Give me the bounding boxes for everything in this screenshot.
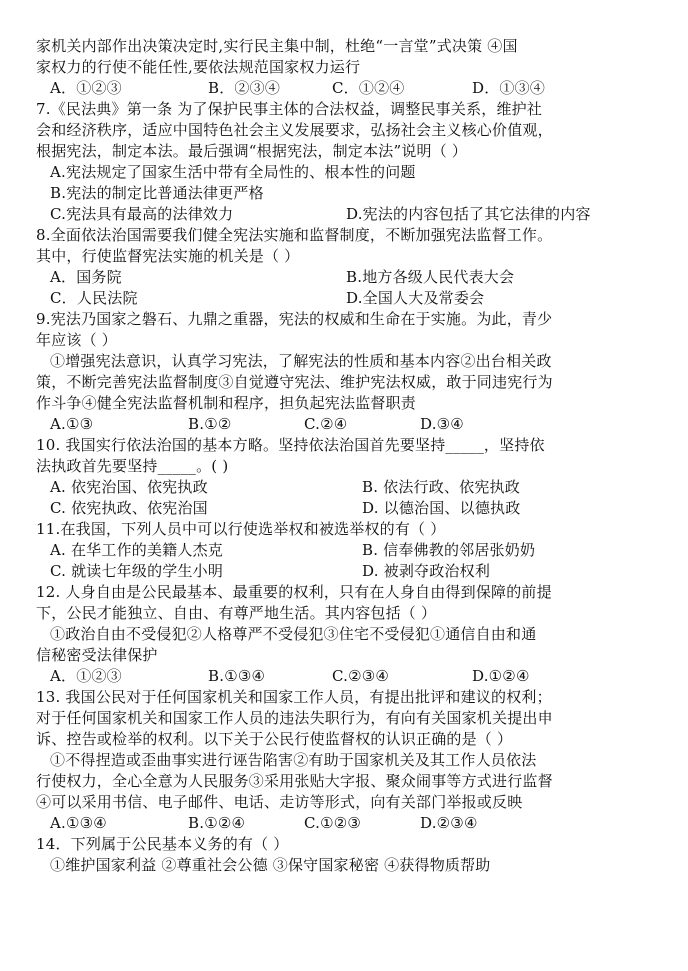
text-line: 下，公民才能独立、自由、有尊严地生活。其内容包括（ ） (36, 604, 437, 622)
question-stem: 7.《民法典》第一条 为了保护民事主体的合法权益，调整民事关系，维护社 (36, 100, 543, 118)
option-d: D. 以德治国、以德执政 (362, 499, 521, 517)
option-c: C. 就读七年级的学生小明 (50, 562, 224, 580)
statement-line: ①不得捏造或歪曲事实进行诬告陷害②有助于国家机关及其工作人员依法 (50, 751, 537, 769)
text-line: 年应该（ ） (36, 331, 117, 349)
option-d: D.宪法的内容包括了其它法律的内容 (346, 205, 591, 223)
option-d: D．①③④ (472, 79, 546, 97)
option-d: D. 被剥夺政治权利 (362, 562, 491, 580)
text-line: 其中，行使监督宪法实施的机关是（ ） (36, 247, 300, 265)
options-row (36, 561, 660, 582)
text-line: 会和经济秩序，适应中国特色社会主义发展要求，弘扬社会主义核心价值观， (36, 121, 553, 139)
option-b: B. 依法行政、依宪执政 (362, 478, 520, 496)
statement-line: ①政治自由不受侵犯②人格尊严不受侵犯③住宅不受侵犯①通信自由和通 (50, 625, 537, 643)
question-stem: 13. 我国公民对于任何国家机关和国家工作人员，有提出批评和建议的权利； (36, 688, 552, 706)
option-b: B.宪法的制定比普通法律更严格 (50, 184, 264, 202)
text-line: 家权力的行使不能任性,要依法规范国家权力运行 (36, 58, 361, 76)
option-d: D.②③④ (420, 814, 478, 832)
options-row (36, 204, 660, 225)
statement-line: 作斗争④健全宪法监督机制和程序，担负起宪法监督职责 (36, 394, 417, 412)
text-line: 家机关内部作出决策决定时,实行民主集中制，杜绝“一言堂”式决策 ④国 (36, 37, 518, 55)
statement-line: ④可以采用书信、电子邮件、电话、走访等形式，向有关部门举报或反映 (36, 793, 523, 811)
options-row (36, 477, 660, 498)
option-b: B.地方各级人民代表大会 (346, 268, 515, 286)
option-c: C.②③④ (332, 667, 390, 685)
text-line: 法执政首先要坚持_____。( ) (36, 457, 229, 475)
statement-line: 信秘密受法律保护 (36, 646, 158, 664)
option-b: B. 信奉佛教的邻居张奶奶 (362, 541, 536, 559)
options-row (36, 666, 660, 687)
text-line: 诉、控告或检举的权利。以下关于公民行使监督权的认识正确的是（ ） (36, 730, 513, 748)
options-row (36, 414, 660, 435)
option-a: A.①③④ (50, 814, 107, 832)
option-a: A. 在华工作的美籍人杰克 (50, 541, 223, 559)
options-row (36, 540, 660, 561)
option-c: C．①②④ (332, 79, 405, 97)
option-d: D.①②④ (472, 667, 530, 685)
question-stem: 12. 人身自由是公民最基本、最重要的权利，只有在人身自由得到保障的前提 (36, 583, 552, 601)
question-stem: 11.在我国，下列人员中可以行使选举权和被选举权的有（ ） (36, 520, 446, 538)
text-line: 根据宪法，制定本法。最后强调“根据宪法，制定本法”说明（ ） (36, 142, 468, 160)
options-row (36, 498, 660, 519)
question-stem: 10. 我国实行依法治国的基本方略。坚持依法治国首先要坚持_____，坚持依 (36, 436, 545, 454)
text-line: 对于任何国家机关和国家工作人员的违法失职行为，有向有关国家机关提出申 (36, 709, 553, 727)
options-row (36, 813, 660, 834)
option-a: A．①②③ (50, 79, 122, 97)
option-b: B．②③④ (208, 79, 281, 97)
options-row (36, 78, 660, 99)
options-row (36, 288, 660, 309)
question-stem: 14．下列属于公民基本义务的有（ ） (36, 835, 289, 853)
option-a: A．①②③ (50, 667, 122, 685)
question-stem: 8.全面依法治国需要我们健全宪法实施和监督制度，不断加强宪法监督工作。 (36, 226, 553, 244)
statement-line: ①增强宪法意识，认真学习宪法，了解宪法的性质和基本内容②出台相关政 (50, 352, 552, 370)
options-row (36, 267, 660, 288)
option-c: C.宪法具有最高的法律效力 (50, 205, 234, 223)
option-c: C. 依宪执政、依宪治国 (50, 499, 208, 517)
exam-document (36, 36, 660, 876)
option-a: A.①③ (50, 415, 94, 433)
statement-line: 行使权力，全心全意为人民服务③采用张贴大字报、聚众闹事等方式进行监督 (36, 772, 553, 790)
option-c: C．人民法院 (50, 289, 138, 307)
option-d: D.全国人大及常委会 (346, 289, 485, 307)
option-b: B.①③④ (208, 667, 266, 685)
option-a: A．国务院 (50, 268, 122, 286)
question-stem: 9.宪法乃国家之磐石、九鼎之重器，宪法的权威和生命在于实施。为此，青少 (36, 310, 553, 328)
statement-line: 策，不断完善宪法监督制度③自觉遵守宪法、维护宪法权威，敢于同违宪行为 (36, 373, 553, 391)
option-b: B.①② (188, 415, 232, 433)
option-b: B.①②④ (188, 814, 246, 832)
option-a: A.宪法规定了国家生活中带有全局性的、根本性的问题 (50, 163, 416, 181)
option-a: A. 依宪治国、依宪执政 (50, 478, 208, 496)
option-d: D.③④ (420, 415, 464, 433)
statement-line: ①维护国家利益 ②尊重社会公德 ③保守国家秘密 ④获得物质帮助 (50, 856, 491, 874)
option-c: C.②④ (304, 415, 348, 433)
option-c: C.①②③ (304, 814, 362, 832)
